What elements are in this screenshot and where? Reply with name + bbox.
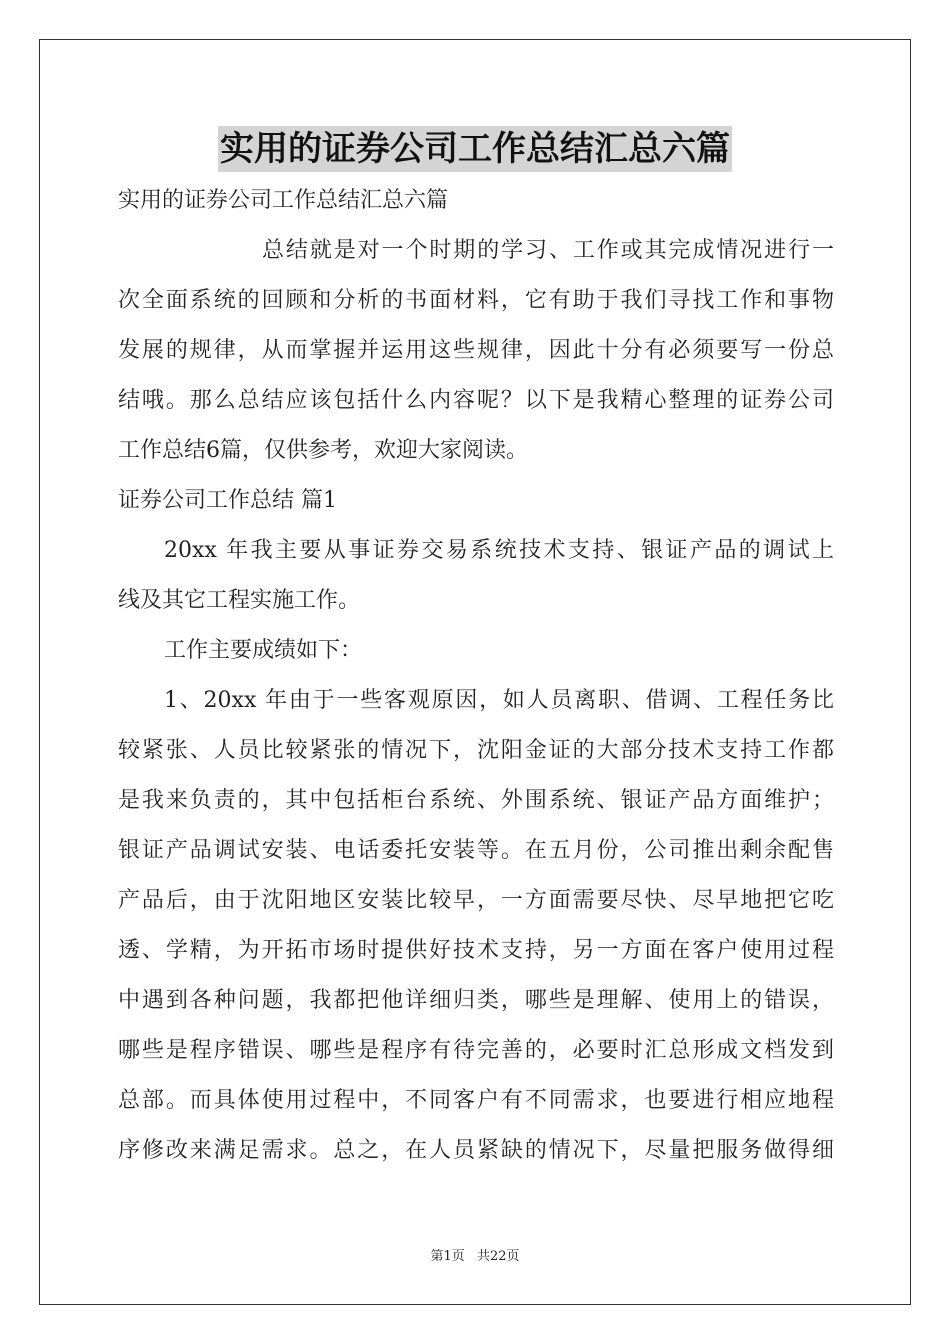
body-line: 20xx 年我主要从事证券交易系统技术支持、银证产品的调试上 <box>164 538 834 563</box>
body-line: 银证产品调试安装、电话委托安装等。在五月份，公司推出剩余配售 <box>118 838 834 863</box>
body-line: 线及其它工程实施工作。 <box>118 588 361 613</box>
page-total: 共22页 <box>476 1249 520 1264</box>
page-footer <box>0 1245 950 1264</box>
body-line: 序修改来满足需求。总之，在人员紧缺的情况下，尽量把服务做得细 <box>118 1138 834 1163</box>
body-line: 1、20xx 年由于一些客观原因，如人员离职、借调、工程任务比 <box>164 688 834 713</box>
body-line: 总结就是对一个时期的学习、工作或其完成情况进行一 <box>262 238 834 263</box>
body-line: 哪些是程序错误、哪些是程序有待完善的，必要时汇总形成文档发到 <box>118 1038 834 1063</box>
body-line: 较紧张、人员比较紧张的情况下，沈阳金证的大部分技术支持工作都 <box>118 738 834 763</box>
document-body <box>118 176 834 1176</box>
body-line: 总部。而具体使用过程中，不同客户有不同需求，也要进行相应地程 <box>118 1088 834 1113</box>
body-line: 工作总结6篇，仅供参考，欢迎大家阅读。 <box>118 438 528 463</box>
document-title: 实用的证券公司工作总结汇总六篇 <box>218 126 732 172</box>
body-line: 发展的规律，从而掌握并运用这些规律，因此十分有必须要写一份总 <box>118 338 834 363</box>
body-line: 产品后，由于沈阳地区安装比较早，一方面需要尽快、尽早地把它吃 <box>118 888 834 913</box>
body-line: 次全面系统的回顾和分析的书面材料，它有助于我们寻找工作和事物 <box>118 288 834 313</box>
title-container <box>0 126 950 172</box>
body-line: 透、学精，为开拓市场时提供好技术支持，另一方面在客户使用过程 <box>118 938 834 963</box>
body-line: 实用的证券公司工作总结汇总六篇 <box>118 188 449 213</box>
body-line: 中遇到各种问题，我都把他详细归类，哪些是理解、使用上的错误， <box>118 988 834 1013</box>
body-line: 结哦。那么总结应该包括什么内容呢？以下是我精心整理的证券公司 <box>118 388 834 413</box>
page-number: 第1页 <box>430 1249 465 1264</box>
body-line: 工作主要成绩如下： <box>164 638 363 663</box>
section-heading: 证券公司工作总结 篇1 <box>118 488 337 513</box>
body-line: 是我来负责的，其中包括柜台系统、外围系统、银证产品方面维护； <box>118 788 834 813</box>
